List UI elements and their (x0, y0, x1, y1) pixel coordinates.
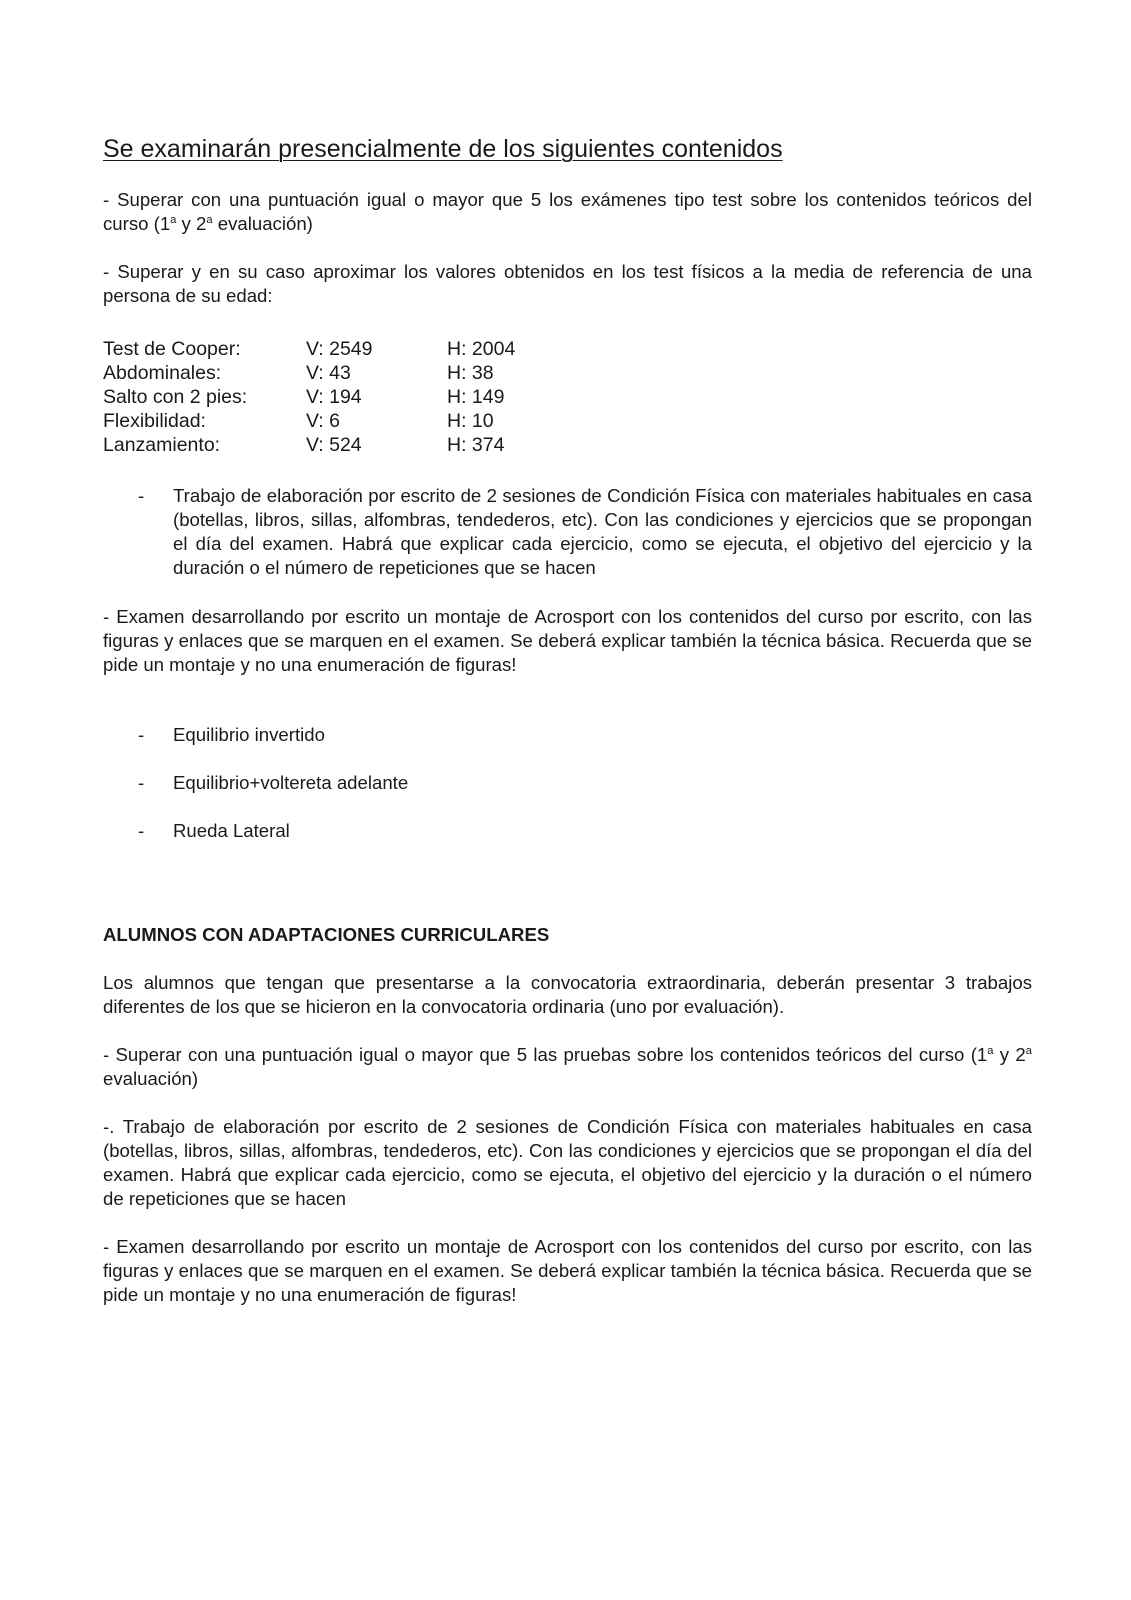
section-heading: ALUMNOS CON ADAPTACIONES CURRICULARES (103, 924, 550, 945)
paragraph-test-teorico-text: - Superar con una puntuación igual o mayor que 5 los exámenes tipo test sobre los contenidos teóricos del curso (1 (103, 189, 1032, 234)
superscript-ordinal: a (206, 213, 213, 226)
paragraph-pruebas-text: - Superar con una puntuación igual o mayor que 5 las pruebas sobre los contenidos teóricos del curso (1 (103, 1044, 988, 1065)
table-row (103, 361, 703, 385)
test-name: Abdominales: (103, 362, 222, 384)
test-value-v: V: 194 (306, 386, 362, 408)
test-value-v: V: 6 (306, 410, 340, 432)
list-item-skill (138, 723, 1032, 747)
paragraph-test-teorico (103, 188, 1032, 236)
test-name: Flexibilidad: (103, 410, 206, 432)
test-value-v: V: 2549 (306, 338, 373, 360)
page-title: Se examinarán presencialmente de los siguientes contenidos (103, 135, 783, 163)
test-value-h: H: 149 (447, 386, 505, 408)
test-name: Lanzamiento: (103, 434, 221, 456)
superscript-ordinal: a (1025, 1044, 1032, 1057)
test-value-h: H: 2004 (447, 338, 516, 360)
test-value-v: V: 43 (306, 362, 351, 384)
paragraph-tests-fisicos: - Superar y en su caso aproximar los valores obtenidos en los test físicos a la media de referencia de una persona de su edad: (103, 261, 1032, 306)
list-item-skill (138, 819, 1032, 843)
test-name: Test de Cooper: (103, 338, 241, 360)
test-value-h: H: 38 (447, 362, 494, 384)
list-item-text: Equilibrio+voltereta adelante (173, 772, 409, 793)
table-row (103, 337, 703, 361)
test-value-h: H: 10 (447, 410, 494, 432)
paragraph-trabajo-adaptaciones: -. Trabajo de elaboración por escrito de 2 sesiones de Condición Física con materiales habituales en casa (botellas, libros, sillas, alfombras, tendederos, etc). Con las condiciones y ejercicios que se propongan el día del examen. Habrá que explicar cada ejercicio, como se ejecuta, el objetivo del ejercicio y la duración o el número de repeticiones que se hacen (103, 1116, 1032, 1209)
list-item-skill (138, 771, 1032, 795)
bullet-dash: - (138, 724, 145, 745)
paragraph-test-teorico-mid: y 2 (176, 213, 207, 234)
table-row (103, 409, 703, 433)
paragraph-pruebas-mid: y 2 (993, 1044, 1026, 1065)
paragraph-acrosport-adaptaciones: - Examen desarrollando por escrito un montaje de Acrosport con los contenidos del curso por escrito, con las figuras y enlaces que se marquen en el examen. Se deberá explicar también la técnica básica. Recuerda que se pide un montaje y no una enumeración de figuras! (103, 1236, 1032, 1305)
table-row (103, 385, 703, 409)
table-row (103, 433, 703, 457)
paragraph-test-teorico-end: evaluación) (212, 213, 313, 234)
list-item-text: Trabajo de elaboración por escrito de 2 sesiones de Condición Física con materiales habituales en casa (botellas, libros, sillas, alfombras, tendederos, etc). Con las condiciones y ejercicios que se propongan el día del examen. Habrá que explicar cada ejercicio, como se ejecuta, el objetivo del ejercicio y la duración o el número de repeticiones que se hacen (173, 485, 1032, 578)
test-name: Salto con 2 pies: (103, 386, 248, 408)
superscript-ordinal: a (170, 213, 177, 226)
physical-tests-table (103, 337, 703, 457)
paragraph-pruebas-end: evaluación) (103, 1068, 199, 1089)
test-value-v: V: 524 (306, 434, 362, 456)
bullet-dash: - (138, 485, 145, 506)
paragraph-acrosport: - Examen desarrollando por escrito un montaje de Acrosport con los contenidos del curso por escrito, con las figuras y enlaces que se marquen en el examen. Se deberá explicar también la técnica básica. Recuerda que se pide un montaje y no una enumeración de figuras! (103, 606, 1032, 675)
bullet-dash: - (138, 820, 145, 841)
test-value-h: H: 374 (447, 434, 505, 456)
list-item-text: Equilibrio invertido (173, 724, 325, 745)
paragraph-pruebas (103, 1043, 1032, 1091)
list-item-trabajo (138, 484, 1032, 580)
document-page (103, 0, 1032, 1600)
paragraph-alumnos: Los alumnos que tengan que presentarse a la convocatoria extraordinaria, deberán presentar 3 trabajos diferentes de los que se hicieron en la convocatoria ordinaria (uno por evaluación). (103, 972, 1032, 1017)
superscript-ordinal: a (987, 1044, 994, 1057)
list-item-text: Rueda Lateral (173, 820, 290, 841)
bullet-dash: - (138, 772, 145, 793)
